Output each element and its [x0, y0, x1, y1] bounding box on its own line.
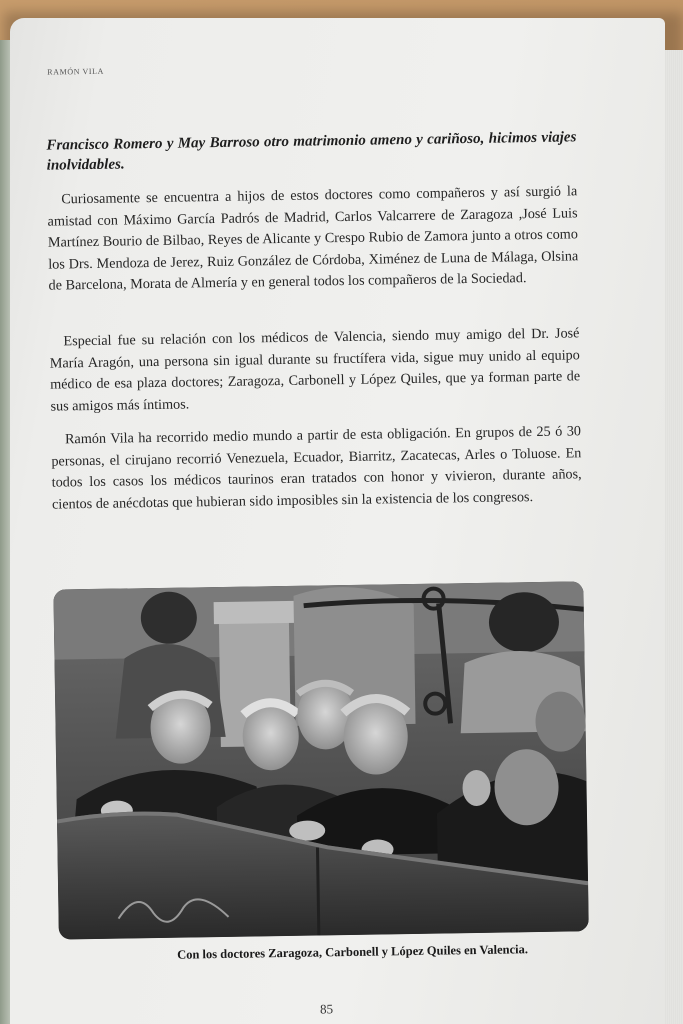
page-content [42, 18, 598, 1024]
photo-caption: Con los doctores Zaragoza, Carbonell y López Quiles en Valencia. [177, 942, 529, 962]
book-page [10, 18, 665, 1024]
page-number: 85 [319, 1001, 334, 1017]
body-paragraph-2: Especial fue su relación con los médicos de Valencia, siendo muy amigo del Dr. José María Aragón, una persona sin igual durante su fructífera vida, sigue muy unido al equipo médico de esa plaza doctores; Zaragoza, Carbonell y López Quiles, que ya forman parte de sus amigos más íntimos. [49, 325, 581, 415]
bullring-photo [53, 581, 588, 939]
running-head: RAMÓN VILA [47, 66, 105, 77]
intro-paragraph: Francisco Romero y May Barroso otro matrimonio ameno y cariñoso, hicimos viajes inolvidables. [46, 129, 577, 174]
body-paragraph-3: Ramón Vila ha recorrido medio mundo a partir de esta obligación. En grupos de 25 ó 30 personas, el cirujano recorrió Venezuela, Ecuador, Biarritz, Zacatecas, Arles o Toluose. En todos los casos los médicos taurinos eran tratados con honor y vivieron, durante años, cientos de anécdotas que hubieran sido imposibles sin la existencia de los congresos. [51, 423, 582, 513]
body-paragraph-1: Curiosamente se encuentra a hijos de estos doctores como compañeros y así surgió la amistad con Máximo García Padrós de Madrid, Carlos Valcarrere de Zaragoza ,José Luis Martínez Bourio de Bilbao, Reyes de Alicante y Crespo Rubio de Zamora junto a otros como los Drs. Mendoza de Jerez, Ruiz González de Córdoba, Ximénez de Luna de Málaga, Olsina de Barcelona, Morata de Almería y en general todos los compañeros de la Sociedad. [47, 183, 579, 294]
